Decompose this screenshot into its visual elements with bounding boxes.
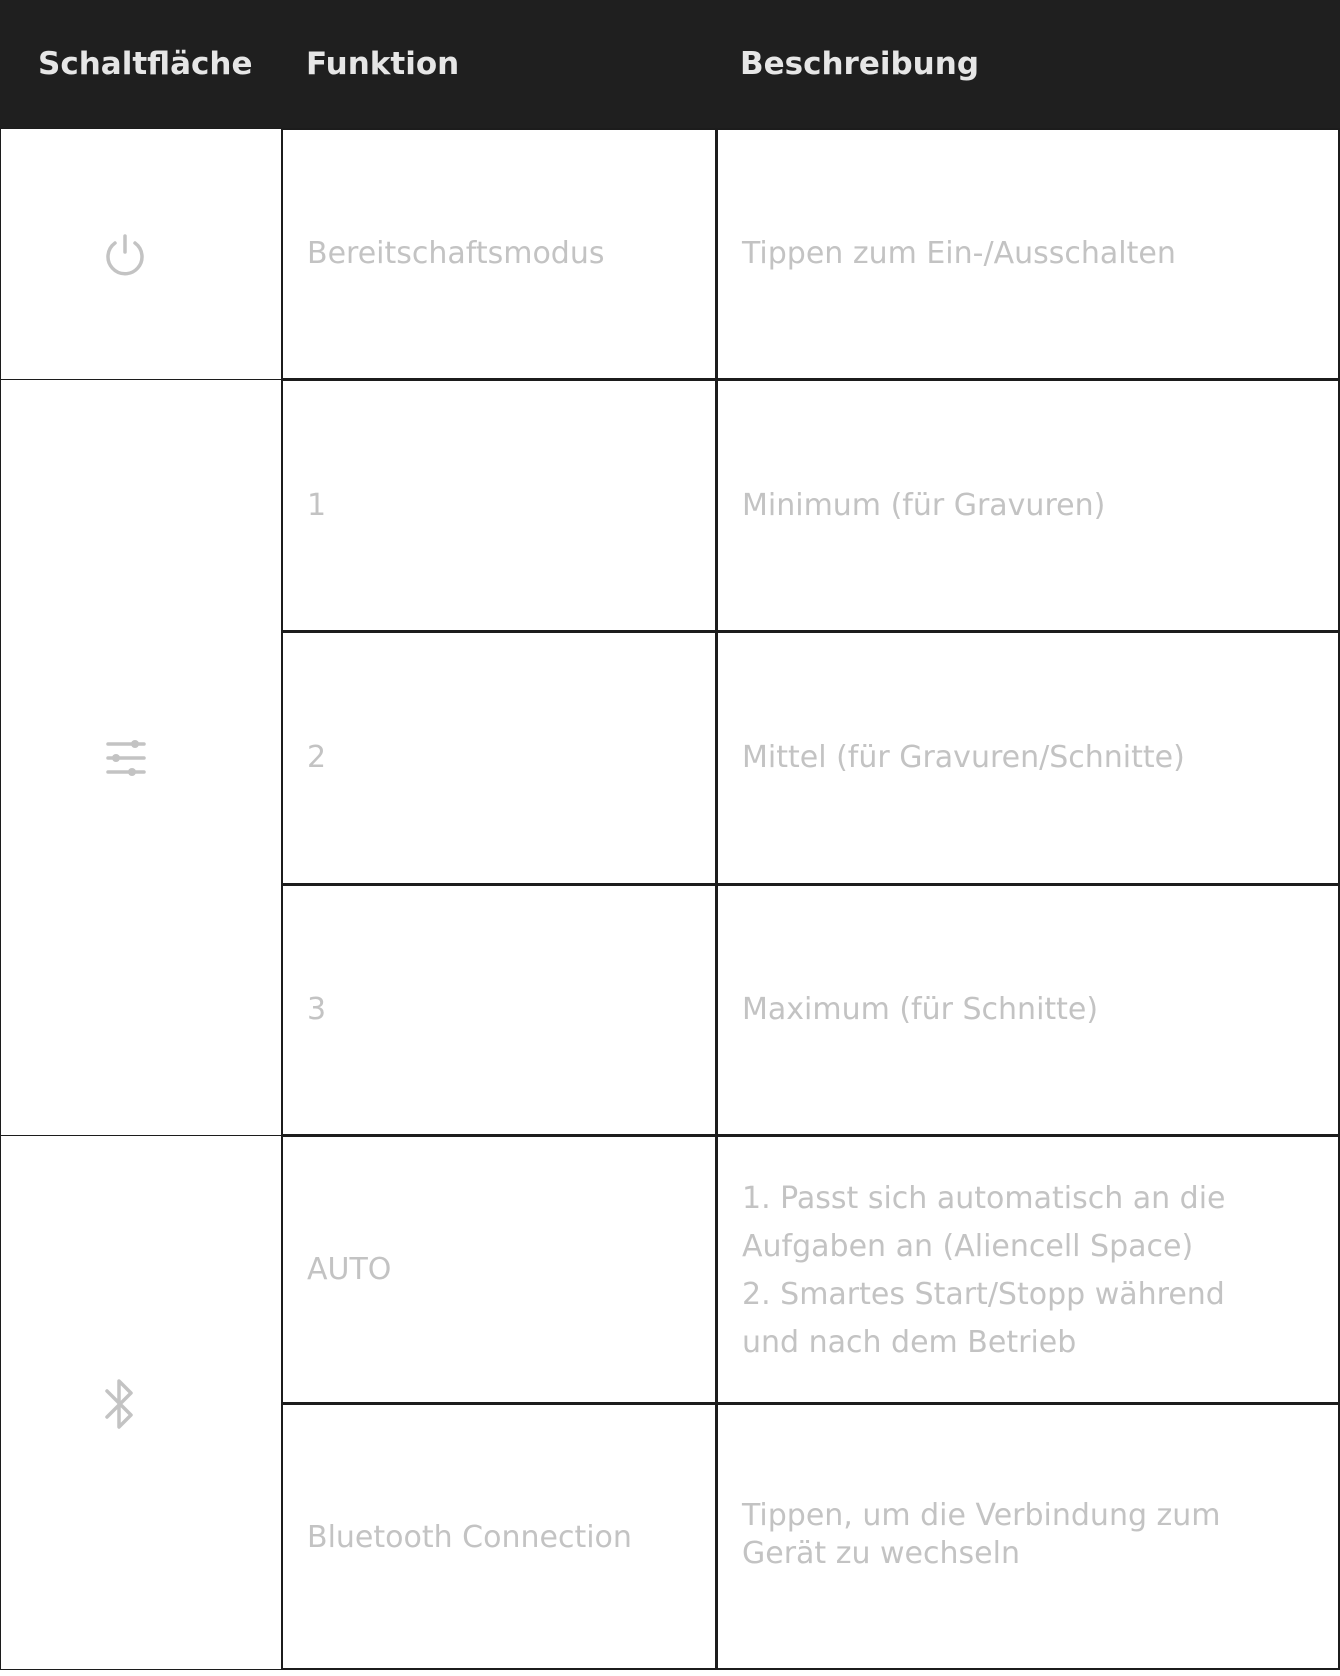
function-cell-level1: [281, 379, 717, 632]
description-cell-level2: [716, 631, 1340, 885]
button-cell-power: [0, 128, 282, 380]
description-cell-level1: [716, 379, 1340, 632]
function-cell-bluetooth: [281, 1403, 717, 1670]
function-level2: 2: [307, 740, 327, 775]
header-function-column: Funktion: [306, 46, 460, 82]
button-cell-sliders: [0, 379, 282, 1136]
description-auto: [742, 1175, 1226, 1367]
bluetooth-icon: [101, 1376, 137, 1432]
description-bluetooth-line-2: Gerät zu wechseln: [742, 1536, 1020, 1571]
table-header: [0, 0, 1340, 128]
button-cell-bluetooth: [0, 1135, 282, 1670]
description-level1: Minimum (für Gravuren): [742, 488, 1106, 523]
description-cell-auto: [716, 1135, 1340, 1404]
header-description-column: Beschreibung: [740, 46, 980, 82]
description-auto-line-3: 2. Smartes Start/Stopp während: [742, 1277, 1225, 1312]
function-level1: 1: [307, 488, 327, 523]
description-cell-standby: [716, 128, 1340, 380]
function-auto: AUTO: [307, 1252, 392, 1287]
description-level2: Mittel (für Gravuren/Schnitte): [742, 740, 1185, 775]
description-level3: Maximum (für Schnitte): [742, 992, 1099, 1027]
header-button-column: Schaltfläche: [38, 46, 253, 82]
function-standby: Bereitschaftsmodus: [307, 236, 605, 271]
description-bluetooth: [742, 1497, 1221, 1573]
description-auto-line-1: 1. Passt sich automatisch an die: [742, 1181, 1226, 1216]
description-cell-level3: [716, 884, 1340, 1136]
function-cell-auto: [281, 1135, 717, 1404]
function-cell-level2: [281, 631, 717, 885]
function-cell-standby: [281, 128, 717, 380]
description-auto-line-2: Aufgaben an (Aliencell Space): [742, 1229, 1194, 1264]
power-icon: [103, 233, 147, 277]
function-level3: 3: [307, 992, 327, 1027]
function-bluetooth: Bluetooth Connection: [307, 1520, 632, 1555]
description-standby: Tippen zum Ein-/Ausschalten: [742, 236, 1176, 271]
description-cell-bluetooth: [716, 1403, 1340, 1670]
function-cell-level3: [281, 884, 717, 1136]
sliders-icon: [105, 737, 147, 779]
description-auto-line-4: und nach dem Betrieb: [742, 1325, 1077, 1360]
description-bluetooth-line-1: Tippen, um die Verbindung zum: [742, 1498, 1221, 1533]
